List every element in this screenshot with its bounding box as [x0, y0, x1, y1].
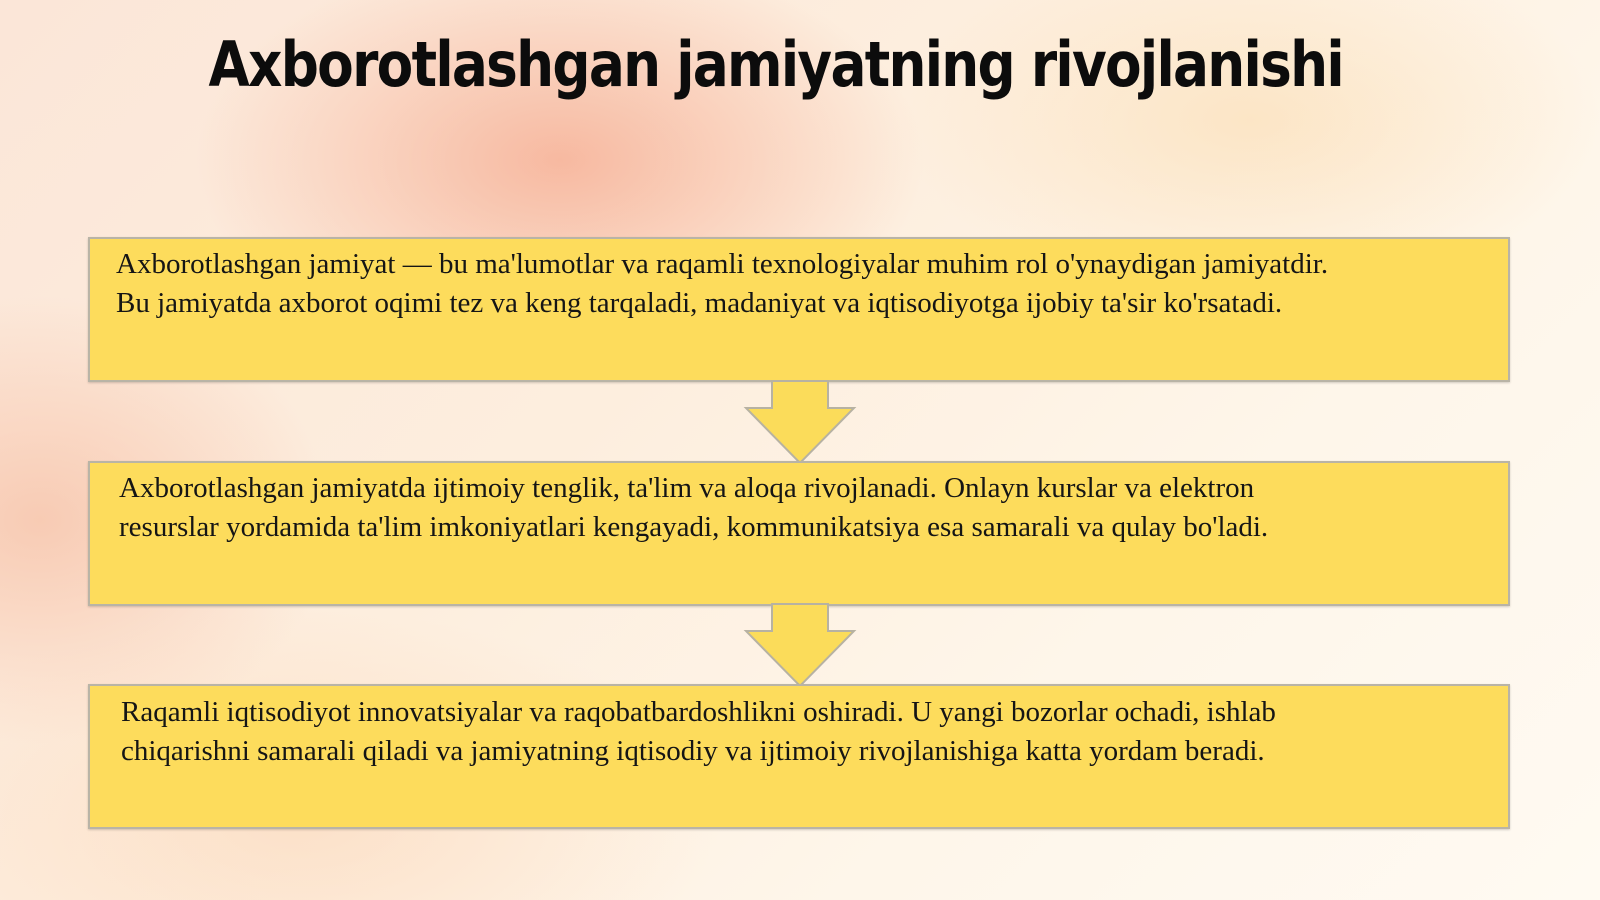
step-text-line: resurslar yordamida ta'lim imkoniyatlari kengayadi, kommunikatsiya esa samarali va qulay bo'ladi.: [119, 511, 1269, 543]
down-arrow-icon: [742, 604, 858, 690]
step-text-line: Bu jamiyatda axborot oqimi tez va keng tarqaladi, madaniyat va iqtisodiyotga ijobiy ta'sir ko'rsatadi.: [116, 287, 1283, 319]
step-box-1: [88, 237, 1510, 382]
page-title: Axborotlashgan jamiyatning rivojlanishi: [208, 28, 1343, 101]
step-text-line: Axborotlashgan jamiyat — bu ma'lumotlar va raqamli texnologiyalar muhim rol o'ynaydigan jamiyatdir.: [116, 248, 1329, 280]
down-arrow-shape: [746, 604, 854, 686]
step-text-line: Raqamli iqtisodiyot innovatsiyalar va raqobatbardoshlikni oshiradi. U yangi bozorlar ochadi, ishlab: [121, 696, 1276, 728]
down-arrow-shape: [746, 381, 854, 463]
step-box-3: [88, 684, 1510, 829]
step-text-line: Axborotlashgan jamiyatda ijtimoiy tenglik, ta'lim va aloqa rivojlanadi. Onlayn kurslar va elektron: [119, 472, 1255, 504]
step-text-line: chiqarishni samarali qiladi va jamiyatning iqtisodiy va ijtimoiy rivojlanishiga katta yordam beradi.: [121, 735, 1265, 767]
down-arrow-icon: [742, 381, 858, 467]
step-box-2: [88, 461, 1510, 606]
